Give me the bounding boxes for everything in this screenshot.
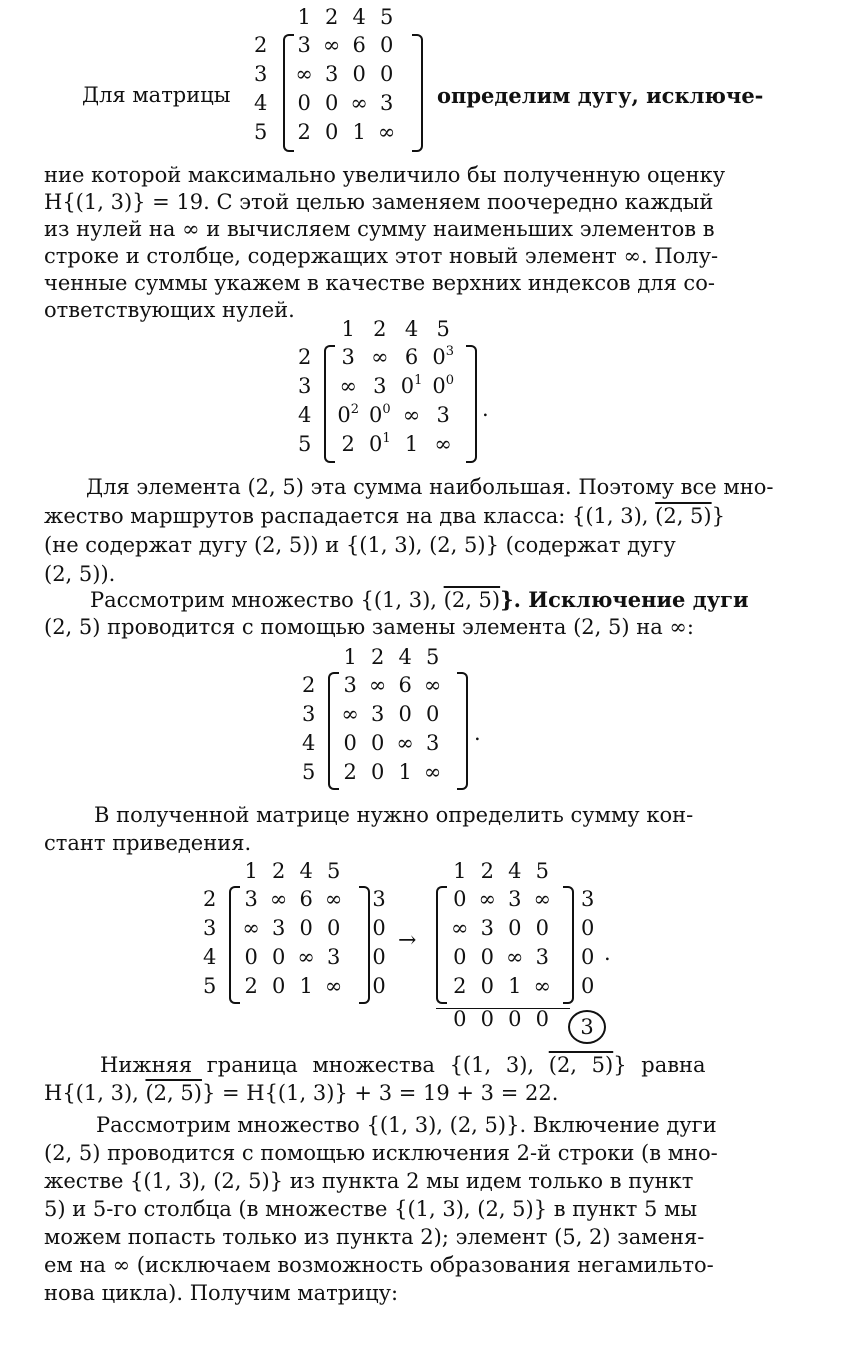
- text-line: ответствующих нулей.: [44, 298, 295, 322]
- row-header: 5: [298, 431, 312, 456]
- matrix-cell: 0: [297, 90, 311, 115]
- matrix-cell: 1: [404, 431, 419, 456]
- matrix-cell: 0: [480, 973, 494, 998]
- matrix-3: [297, 644, 446, 786]
- matrix-cell: ∞: [322, 32, 341, 57]
- col-header: 1: [341, 317, 355, 341]
- matrix-cell: 3: [436, 402, 450, 427]
- matrix-cell: 6: [398, 672, 412, 697]
- text-line: (2, 5)).: [44, 562, 116, 586]
- row-header: 2: [203, 886, 217, 911]
- matrix-cell: 2: [343, 759, 357, 784]
- text-line: строке и столбце, содержащих этот новый элемент ∞. Полу-: [44, 244, 719, 268]
- matrix-cell: 0: [326, 915, 341, 940]
- right-bracket: [412, 34, 423, 152]
- matrix-cell: 1: [299, 973, 313, 998]
- row-header: 4: [302, 730, 316, 755]
- row-header: 4: [298, 402, 312, 427]
- matrix-cell: 3: [324, 61, 339, 86]
- col-header: 4: [508, 859, 522, 883]
- row-min: 0: [372, 944, 386, 969]
- col-header: 4: [404, 317, 419, 341]
- matrix-1-lead: Для матрицы: [82, 83, 231, 107]
- text-line: Для элемента (2, 5) эта сумма наибольшая. Поэтому все мно-: [86, 475, 774, 499]
- text-line: H{(1, 3)} = 19. С этой целью заменяем поочередно каждый: [44, 190, 714, 214]
- matrix-cell: 6: [404, 344, 419, 369]
- sum-divider: [436, 1008, 570, 1009]
- matrix-cell: ∞: [451, 915, 469, 940]
- col-header: 5: [535, 859, 549, 883]
- col-header: 4: [352, 5, 366, 29]
- matrix-5: [432, 858, 599, 1038]
- matrix-cell: ∞: [423, 759, 442, 784]
- matrix-cell: $0^0$: [432, 372, 454, 398]
- row-min: 0: [581, 973, 595, 998]
- matrix-cell: 1: [352, 119, 366, 144]
- col-header: 2: [271, 859, 286, 883]
- matrix-cell: ∞: [295, 61, 313, 86]
- matrix-cell: 3: [244, 886, 258, 911]
- col-header: 1: [453, 859, 467, 883]
- matrix-cell: 0: [343, 730, 357, 755]
- matrix-cell: 0: [535, 915, 549, 940]
- matrix-cell: 3: [379, 90, 394, 115]
- matrix-cell: 3: [326, 944, 341, 969]
- matrix-cell: 0: [379, 61, 394, 86]
- col-header: 5: [379, 5, 394, 29]
- matrix-cell: 3: [535, 944, 549, 969]
- arrow-icon: →: [398, 928, 417, 953]
- matrix-cell: 0: [244, 944, 258, 969]
- matrix-cell: 3: [480, 915, 494, 940]
- matrix-cell: ∞: [402, 402, 421, 427]
- matrix-cell: ∞: [324, 973, 343, 998]
- row-min: 0: [372, 915, 386, 940]
- row-header: 4: [203, 944, 217, 969]
- matrix-cell: 0: [299, 915, 313, 940]
- matrix-cell: 0: [352, 61, 366, 86]
- matrix-cell: ∞: [533, 886, 551, 911]
- matrix-cell: 1: [398, 759, 412, 784]
- row-header: 3: [302, 701, 316, 726]
- col-header: 1: [297, 5, 311, 29]
- col-min: 0: [508, 1007, 522, 1031]
- matrix-cell: ∞: [423, 672, 442, 697]
- matrix-cell: 3: [341, 344, 355, 369]
- matrix-cell: ∞: [377, 119, 396, 144]
- matrix-cell: 0: [324, 119, 339, 144]
- matrix-cell: ∞: [350, 90, 368, 115]
- right-bracket: [457, 672, 468, 790]
- matrix-cell: $0^3$: [432, 343, 454, 369]
- matrix-cell: 0: [324, 90, 339, 115]
- matrix-cell: 0: [480, 944, 494, 969]
- col-header: 2: [324, 5, 339, 29]
- row-min: 0: [372, 973, 386, 998]
- matrix-cell: 0: [370, 730, 385, 755]
- row-header: 3: [298, 373, 312, 398]
- total-circle: 3: [568, 1010, 606, 1044]
- matrix-cell: 3: [271, 915, 286, 940]
- matrix-cell: 0: [453, 886, 467, 911]
- left-bracket: [328, 672, 339, 790]
- right-bracket: [359, 886, 370, 1004]
- matrix-cell: ∞: [297, 944, 315, 969]
- matrix-cell: 3: [373, 373, 387, 398]
- text-line: стант приведения.: [44, 831, 252, 855]
- col-header: 4: [299, 859, 313, 883]
- col-header: 1: [343, 645, 357, 669]
- matrix-cell: 2: [341, 431, 355, 456]
- matrix-cell: 6: [299, 886, 313, 911]
- matrix-cell: ∞: [269, 886, 288, 911]
- matrix-cell: 0: [379, 32, 394, 57]
- matrix-cell: ∞: [533, 973, 551, 998]
- col-header: 5: [326, 859, 341, 883]
- matrix-cell: ∞: [242, 915, 260, 940]
- matrix-cell: ∞: [341, 701, 359, 726]
- col-header: 2: [373, 317, 387, 341]
- row-header: 3: [203, 915, 217, 940]
- matrix-cell: $0^0$: [369, 401, 391, 427]
- right-bracket: [563, 886, 574, 1004]
- row-min: 3: [372, 886, 386, 911]
- col-min: 0: [453, 1007, 467, 1031]
- text-line: Рассмотрим множество {(1, 3), (2, 5)}. Исключение дуги: [90, 587, 749, 612]
- matrix-cell: ∞: [506, 944, 524, 969]
- text-line: ченные суммы укажем в качестве верхних индексов для со-: [44, 271, 715, 295]
- text-line: (2, 5) проводится с помощью исключения 2-й строки (в мно-: [44, 1141, 718, 1165]
- left-bracket: [283, 34, 294, 152]
- matrix-cell: 2: [297, 119, 311, 144]
- matrix-cell: ∞: [368, 672, 387, 697]
- row-min: 3: [581, 886, 595, 911]
- row-header: 2: [302, 672, 316, 697]
- matrix-cell: 0: [453, 944, 467, 969]
- matrix-cell: 6: [352, 32, 366, 57]
- matrix-cell: 1: [508, 973, 522, 998]
- matrix-3-period: .: [474, 721, 481, 745]
- matrix-cell: ∞: [371, 344, 389, 369]
- matrix-cell: 0: [508, 915, 522, 940]
- matrix-cell: $0^1$: [369, 430, 391, 456]
- col-header: 1: [244, 859, 258, 883]
- matrix-cell: 2: [244, 973, 258, 998]
- matrix-cell: 2: [453, 973, 467, 998]
- matrix-cell: ∞: [434, 431, 452, 456]
- text-line: В полученной матрице нужно определить сумму кон-: [94, 803, 694, 827]
- text-line: Нижняя граница множества {(1, 3), (2, 5)} равна: [100, 1053, 706, 1077]
- row-header: 3: [254, 61, 268, 86]
- row-min: 0: [581, 944, 595, 969]
- matrix-cell: 3: [370, 701, 385, 726]
- row-header: 5: [203, 973, 217, 998]
- matrix-cell: ∞: [478, 886, 496, 911]
- matrix-cell: ∞: [396, 730, 414, 755]
- matrix-2: [293, 316, 459, 458]
- text-line: нова цикла). Получим матрицу:: [44, 1281, 399, 1305]
- left-bracket: [324, 345, 335, 463]
- text-line: жестве {(1, 3), (2, 5)} из пункта 2 мы идем только в пункт: [44, 1169, 694, 1193]
- col-header: 4: [398, 645, 412, 669]
- text-line: (не содержат дугу (2, 5)) и {(1, 3), (2, 5)} (содержат дугу: [44, 533, 676, 557]
- col-min: 0: [535, 1007, 549, 1031]
- col-header: 2: [370, 645, 385, 669]
- matrix-2-period: .: [482, 397, 489, 421]
- text-line: H{(1, 3), (2, 5)} = H{(1, 3)} + 3 = 19 + 3 = 22.: [44, 1081, 559, 1105]
- matrix-cell: 0: [398, 701, 412, 726]
- row-header: 4: [254, 90, 268, 115]
- row-header: 5: [254, 119, 268, 144]
- text-line: 5) и 5-го столбца (в множестве {(1, 3), (2, 5)} в пункт 5 мы: [44, 1197, 698, 1221]
- row-header: 2: [254, 32, 268, 57]
- left-bracket: [436, 886, 447, 1004]
- col-header: 5: [436, 317, 450, 341]
- col-min: 0: [480, 1007, 494, 1031]
- right-bracket: [466, 345, 477, 463]
- matrix-cell: 0: [271, 944, 286, 969]
- matrix-cell: 3: [297, 32, 311, 57]
- row-min: 0: [581, 915, 595, 940]
- row-header: 2: [298, 344, 312, 369]
- matrix-cell: 0: [370, 759, 385, 784]
- matrix-cell: 0: [425, 701, 440, 726]
- text-line: жество маршрутов распадается на два класса: {(1, 3), (2, 5)}: [44, 504, 725, 528]
- col-header: 5: [425, 645, 440, 669]
- matrix-cell: ∞: [324, 886, 343, 911]
- matrix-1-trail: определим дугу, исключе-: [437, 83, 764, 108]
- text-line: из нулей на ∞ и вычисляем сумму наименьших элементов в: [44, 217, 715, 241]
- matrix-cell: $0^1$: [400, 372, 423, 398]
- text-line: ние которой максимально увеличило бы полученную оценку: [44, 163, 726, 187]
- matrix-cell: $0^2$: [337, 401, 360, 427]
- matrix-cell: ∞: [339, 373, 357, 398]
- col-header: 2: [480, 859, 494, 883]
- left-bracket: [229, 886, 240, 1004]
- row-header: 5: [302, 759, 316, 784]
- text-line: (2, 5) проводится с помощью замены элемента (2, 5) на ∞:: [44, 615, 694, 639]
- text-line: можем попасть только из пункта 2); элемент (5, 2) заменя-: [44, 1225, 705, 1249]
- text-line: ем на ∞ (исключаем возможность образования негамильто-: [44, 1253, 714, 1277]
- matrix-cell: 3: [508, 886, 522, 911]
- matrix-cell: 3: [425, 730, 440, 755]
- matrix-cell: 0: [271, 973, 286, 998]
- matrix-1: [249, 4, 400, 146]
- matrix-cell: 3: [343, 672, 357, 697]
- matrix-5-period: .: [604, 941, 611, 965]
- text-line: Рассмотрим множество {(1, 3), (2, 5)}. Включение дуги: [96, 1113, 717, 1137]
